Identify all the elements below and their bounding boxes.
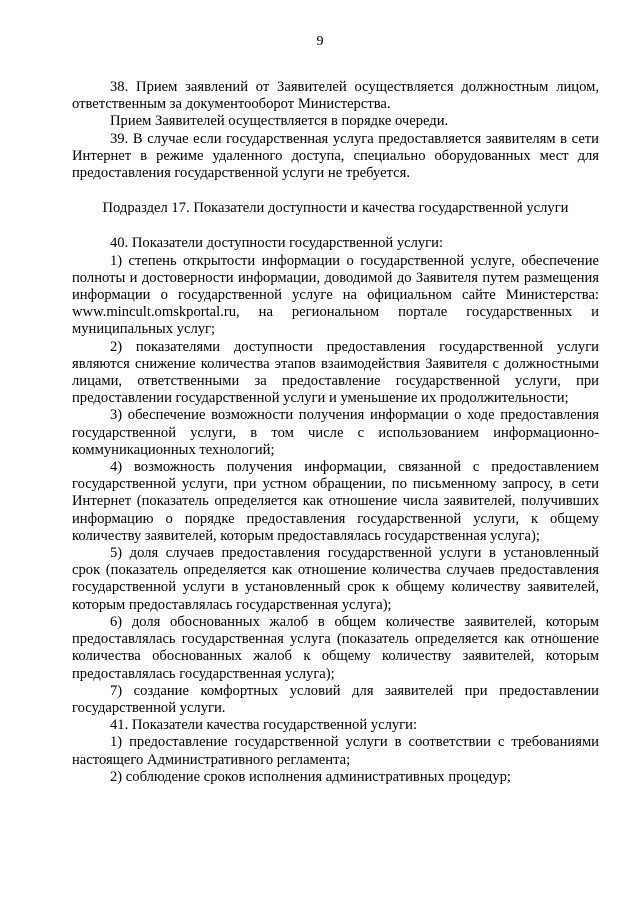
paragraph-41-item-1: 1) предоставление государственной услуги в соответствии с требованиями настоящего Административного регламента;: [72, 734, 599, 768]
paragraph-40-item-6: 6) доля обоснованных жалоб в общем количестве заявителей, которым предоставлялась государственная услуга (показатель определяется как отношение количества обоснованных жалоб к общему количеству заявителей, которым предоставлялась государственная услуга);: [72, 613, 599, 682]
paragraph-38: 38. Прием заявлений от Заявителей осуществляется должностным лицом, ответственным за документооборот Министерства.: [72, 79, 599, 113]
document-body: [72, 79, 599, 786]
subsection-heading: Подраздел 17. Показатели доступности и качества государственной услуги: [102, 200, 569, 217]
paragraph-40-item-4: 4) возможность получения информации, связанной с предоставлением государственной услуги, при устном обращении, по письменному запросу, в сети Интернет (показатель определяется как отношение числа заявителей, получивших информацию о порядке предоставления государственной услуги, к общему количеству заявителей, которым предоставлялась государственная услуга);: [72, 459, 599, 544]
paragraph-40-item-7: 7) создание комфортных условий для заявителей при предоставлении государственной услуги.: [72, 682, 599, 716]
paragraph-39: 39. В случае если государственная услуга предоставляется заявителям в сети Интернет в режиме удаленного доступа, специально оборудованных мест для предоставления государственной услуги не требуется.: [72, 130, 599, 182]
paragraph-40-item-2: 2) показателями доступности предоставления государственной услуги являются снижение количества этапов взаимодействия Заявителя с должностными лицами, ответственными за предоставление государственной услуги, при предоставлении государственной услуги и уменьшение их продолжительности;: [72, 338, 599, 407]
page-number: 9: [316, 34, 324, 49]
paragraph-40-item-1: 1) степень открытости информации о государственной услуге, обеспечение полноты и достоверности информации, доводимой до Заявителя путем размещения информации о государственной услуге на официальном сайте Министерства: www.mincult.omskportal.ru, на региональном портале государственных и муниципальных услуг;: [72, 252, 599, 338]
paragraph-40-item-3: 3) обеспечение возможности получения информации о ходе предоставления государственной услуги, в том числе с использованием информационно-коммуникационных технологий;: [72, 407, 599, 458]
paragraph-38-queue: Прием Заявителей осуществляется в порядке очереди.: [110, 113, 449, 130]
paragraph-40-item-5: 5) доля случаев предоставления государственной услуги в установленный срок (показатель определяется как отношение количества случаев предоставления государственной услуги в установленный срок к общему количеству заявителей, которым предоставлялась государственная услуга);: [72, 545, 599, 613]
paragraph-41: 41. Показатели качества государственной услуги:: [110, 717, 418, 734]
paragraph-40: 40. Показатели доступности государственной услуги:: [110, 235, 444, 252]
paragraph-41-item-2: 2) соблюдение сроков исполнения административных процедур;: [110, 768, 511, 785]
